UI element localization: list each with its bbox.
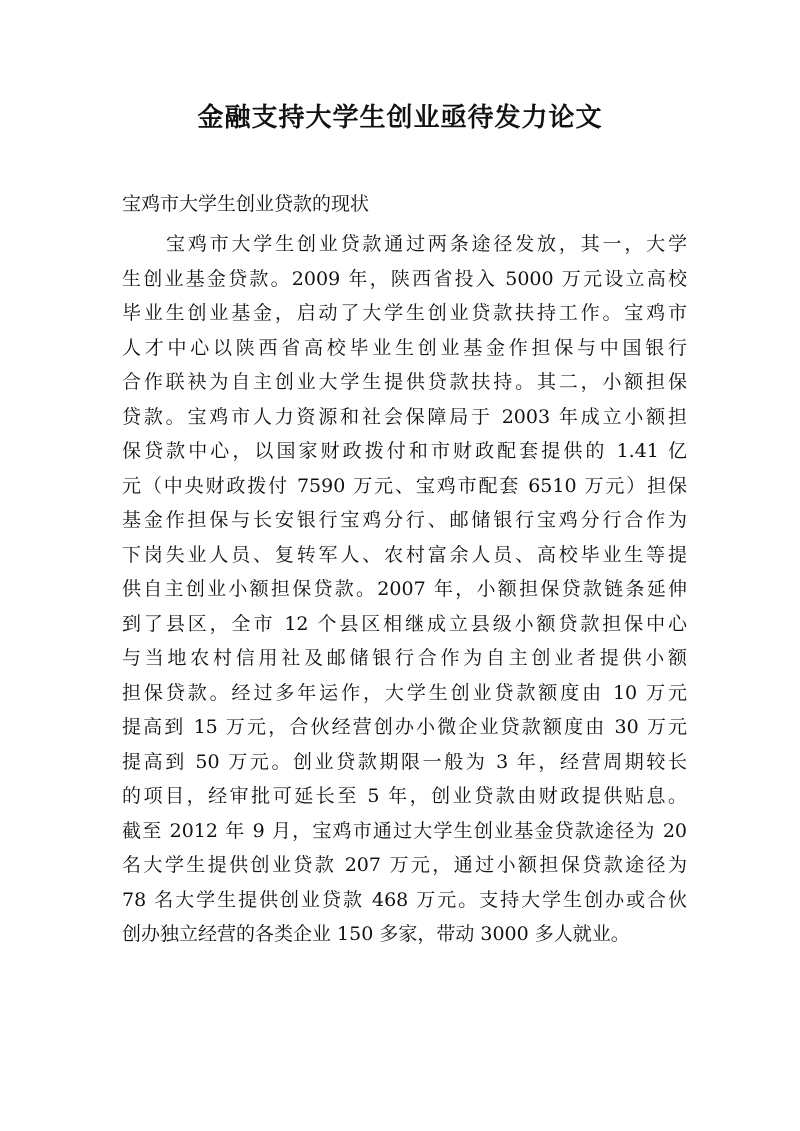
paragraph-line: 担保贷款。经过多年运作，大学生创业贷款额度由 10 万元 bbox=[122, 681, 687, 704]
paragraph-line: 的项目，经审批可延长至 5 年，创业贷款由财政提供贴息。 bbox=[122, 785, 687, 807]
paragraph-line: 宝鸡市大学生创业贷款通过两条途径发放，其一，大学 bbox=[166, 233, 687, 255]
paragraph-line: 生创业基金贷款。2009 年，陕西省投入 5000 万元设立高校 bbox=[122, 267, 687, 290]
paragraph-line: 创办独立经营的各类企业 150 多家，带动 3000 多人就业。 bbox=[122, 923, 630, 945]
paragraph-line: 提高到 15 万元，合伙经营创办小微企业贷款额度由 30 万元 bbox=[122, 716, 687, 738]
section-heading: 宝鸡市大学生创业贷款的现状 bbox=[122, 193, 370, 215]
paragraph-line: 贷款。宝鸡市人力资源和社会保障局于 2003 年成立小额担 bbox=[122, 405, 687, 428]
body-paragraph bbox=[122, 227, 687, 952]
paragraph-line: 到了县区，全市 12 个县区相继成立县级小额贷款担保中心 bbox=[122, 612, 687, 635]
paragraph-line: 保贷款中心，以国家财政拨付和市财政配套提供的 1.41 亿 bbox=[122, 440, 687, 462]
paragraph-line: 供自主创业小额担保贷款。2007 年，小额担保贷款链条延伸 bbox=[122, 578, 687, 600]
paragraph-line: 78 名大学生提供创业贷款 468 万元。支持大学生创办或合伙 bbox=[122, 888, 687, 911]
paragraph-line: 人才中心以陕西省高校毕业生创业基金作担保与中国银行 bbox=[122, 336, 687, 359]
paragraph-line: 名大学生提供创业贷款 207 万元，通过小额担保贷款途径为 bbox=[122, 854, 687, 876]
paragraph-line: 截至 2012 年 9 月，宝鸡市通过大学生创业基金贷款途径为 20 bbox=[122, 819, 687, 842]
document-title: 金融支持大学生创业亟待发力论文 bbox=[197, 103, 603, 133]
paragraph-line: 基金作担保与长安银行宝鸡分行、邮储银行宝鸡分行合作为 bbox=[122, 509, 687, 531]
paragraph-line: 提高到 50 万元。创业贷款期限一般为 3 年，经营周期较长 bbox=[122, 750, 687, 773]
paragraph-line: 毕业生创业基金，启动了大学生创业贷款扶持工作。宝鸡市 bbox=[122, 302, 687, 324]
paragraph-line: 与当地农村信用社及邮储银行合作为自主创业者提供小额 bbox=[122, 647, 687, 669]
paragraph-line: 合作联袂为自主创业大学生提供贷款扶持。其二，小额担保 bbox=[122, 371, 687, 393]
paragraph-line: 下岗失业人员、复转军人、农村富余人员、高校毕业生等提 bbox=[122, 543, 687, 566]
paragraph-line: 元（中央财政拨付 7590 万元、宝鸡市配套 6510 万元）担保 bbox=[122, 474, 687, 497]
